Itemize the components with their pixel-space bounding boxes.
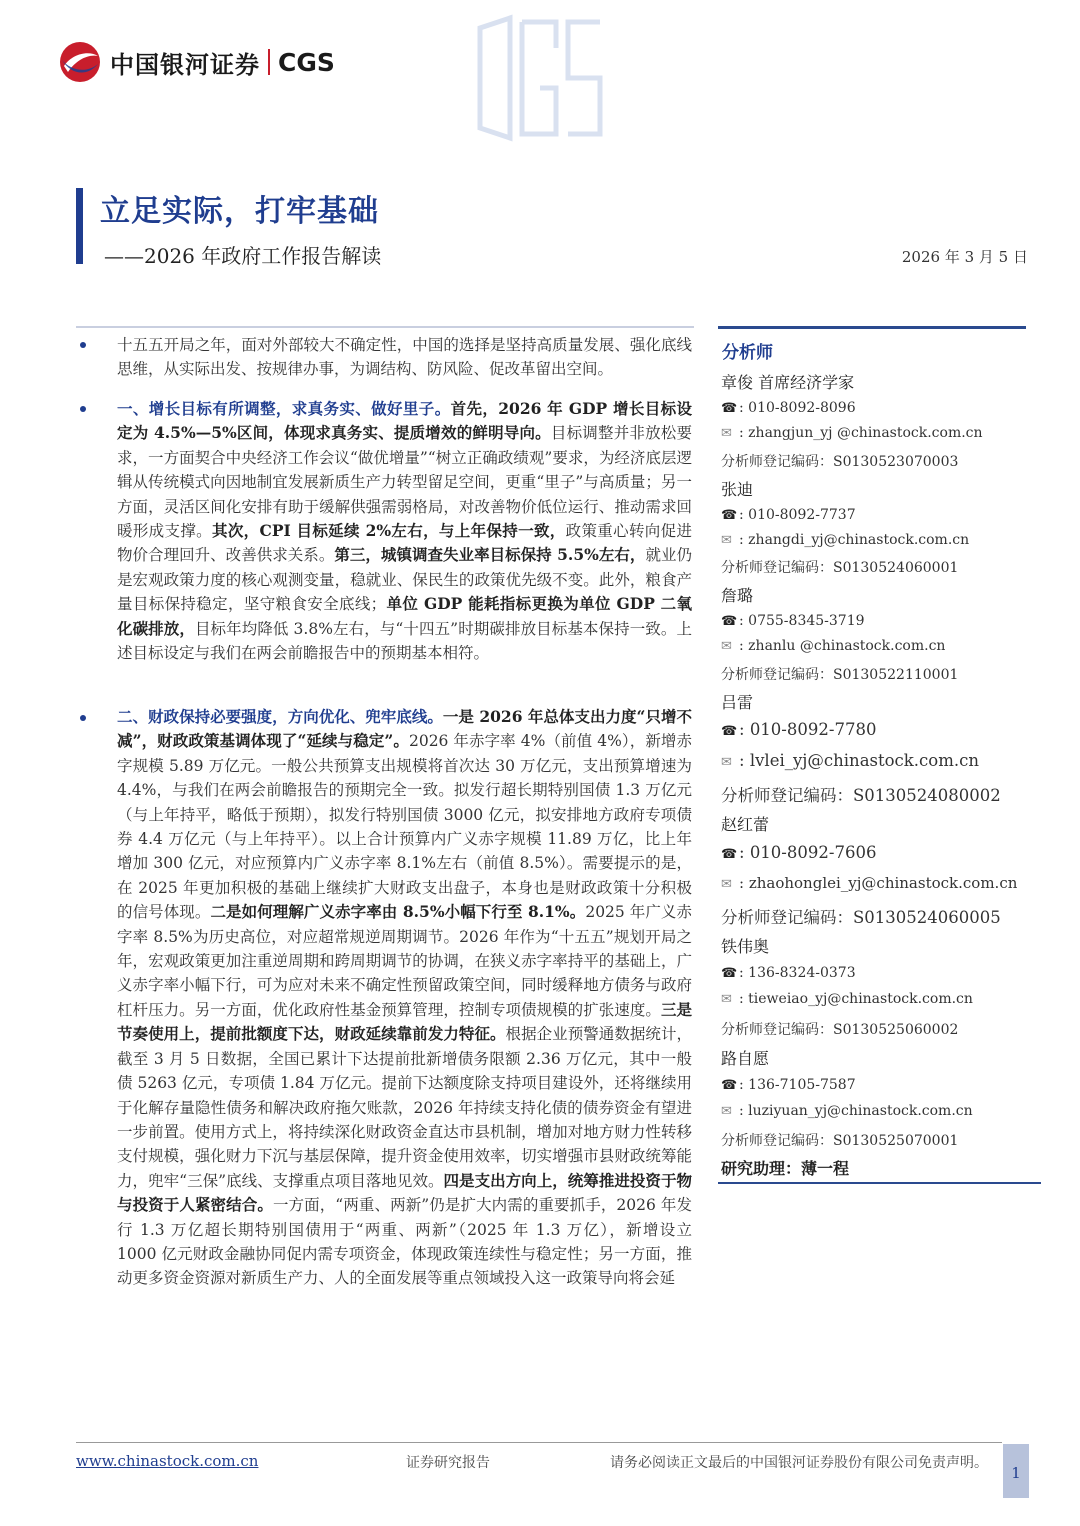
report-date: 2026 年 3 月 5 日 (901, 248, 1028, 266)
analyst-email[interactable]: ✉ : luziyuan_yj@chinastock.com.cn (721, 1103, 973, 1119)
fiscal-second-text: 2025 年广义赤字率 8.5%为历史高位，对应超常规逆周期调节。2026 年作为“十五五”规划开局之年，宏观政策更加注重逆周期和跨周期调节的协调，在狭义赤字率持平的基础上，广义赤字率小幅下行，可为应对未来不确定性预留政策空间，同时缓释地方债务与政府杠杆压力。另一方面，优化政府性基金预算管理，控制专项债规模的扩张速度。 (117, 903, 693, 1019)
analyst-phone-number: 010-8092-7737 (748, 507, 856, 523)
analyst-phone-number: 0755-8345-3719 (748, 613, 865, 629)
page-number: 1 (1003, 1444, 1029, 1498)
analyst-phone: ☎ : 010-8092-7606 (721, 843, 877, 862)
mail-icon: ✉ (721, 992, 732, 1007)
phone-icon: ☎ (721, 614, 738, 629)
analyst-registration: 分析师登记编码：S0130525060002 (721, 1022, 959, 1038)
analyst-registration: 分析师登记编码：S0130524060005 (721, 908, 1001, 927)
fiscal-third-text: 根据企业预警通数据统计，截至 3 月 5 日数据，全国已累计下达提前批新增债务限额 2.36 万亿元，其中一般债 5263 亿元，专项债 1.84 万亿元。提前下达额度除支持项目建设外，还将继续用于化解存量隐性债务和解决政府拖欠账款，2026 年持续支持化债的债券资金有望进一步前置。使用方式上，将持续深化财政资金直达市县机制，增加对地方财力性转移支付规模，强化财力下沉与基层保障，提升资金使用效率，切实增强市县财政统筹能力，兜牢“三保”底线、支撑重点项目落地见效。 (117, 1025, 692, 1190)
analyst-name: 章俊 首席经济学家 (721, 373, 855, 392)
analyst-email-address[interactable]: zhangjun_yj @chinastock.com.cn (748, 425, 983, 441)
analyst-email[interactable]: ✉ : zhaohonglei_yj@chinastock.com.cn (721, 874, 1018, 892)
footer-disclaimer: 请务必阅读正文最后的中国银河证券股份有限公司免责声明。 (610, 1455, 988, 1471)
analyst-name: 詹璐 (721, 586, 754, 605)
growth-jobs-bold: 第三，城镇调查失业率目标保持 5.5%左右， (334, 545, 646, 565)
analyst-phone: ☎ : 010-8092-7780 (721, 720, 877, 739)
company-logo (58, 38, 335, 86)
phone-icon: ☎ (721, 847, 738, 862)
bullet-icon (80, 406, 86, 412)
footer-report-type: 证券研究报告 (406, 1455, 490, 1471)
analyst-email[interactable]: ✉ : zhangjun_yj @chinastock.com.cn (721, 425, 983, 441)
analyst-email-address[interactable]: lvlei_yj@chinastock.com.cn (749, 751, 979, 770)
bullet-icon (80, 342, 86, 348)
growth-carbon-text: 目标年均降低 3.8%左右，与“十四五”时期碳排放目标基本保持一致。上述目标设定与我们在两会前瞻报告中的预期基本相符。 (117, 619, 692, 663)
report-title: 立足实际，打牢基础 (100, 194, 379, 229)
growth-carbon-bold: 单位 GDP 能耗指标更换为单位 GDP 二氧化碳排放， (117, 594, 692, 638)
sidebar-top-divider (718, 326, 1026, 329)
phone-icon: ☎ (721, 508, 738, 523)
analyst-email-address[interactable]: zhaohonglei_yj@chinastock.com.cn (748, 874, 1018, 892)
analyst-section-heading: 分析师 (722, 343, 773, 363)
phone-icon: ☎ (721, 1078, 738, 1093)
analyst-phone: ☎ : 136-8324-0373 (721, 965, 856, 981)
analyst-registration: 分析师登记编码：S0130523070003 (721, 454, 959, 470)
logo-chinese-name: 中国银河证券 (110, 50, 260, 79)
fiscal-third-bold: 三是节奏使用上，提前批额度下达，财政延续靠前发力特征。 (117, 999, 692, 1044)
mail-icon: ✉ (721, 426, 732, 441)
analyst-email-address[interactable]: luziyuan_yj@chinastock.com.cn (748, 1103, 973, 1119)
analyst-phone: ☎ : 0755-8345-3719 (721, 613, 865, 629)
analyst-email[interactable]: ✉ : zhangdi_yj@chinastock.com.cn (721, 532, 970, 548)
analyst-registration: 分析师登记编码：S0130525070001 (721, 1133, 959, 1149)
mail-icon: ✉ (721, 1104, 732, 1119)
growth-gdp-text: 目标调整并非放松要求，一方面契合中央经济工作会议“做优增量”“树立正确政绩观”要求，为经济底层逻辑从传统模式向因地制宜发展新质生产力转型留足空间，更重“里子”与高质量；另一方面，灵活区间化安排有助于缓解供强需弱格局，对改善物价低位运行、推动需求回暖形成支撑。 (117, 424, 692, 541)
analyst-phone: ☎ : 010-8092-8096 (721, 400, 856, 416)
footer-website-link[interactable]: www.chinastock.com.cn (76, 1452, 259, 1470)
galaxy-logo-icon (58, 40, 102, 84)
cgs-watermark-icon (470, 8, 610, 148)
analyst-phone-number: 010-8092-7606 (749, 843, 877, 862)
analyst-name: 路自愿 (721, 1049, 770, 1068)
growth-gdp-bold: 首先，2026 年 GDP 增长目标设定为 4.5%—5%区间，体现求真务实、提质增效的鲜明导向。 (117, 399, 692, 443)
analyst-phone: ☎ : 010-8092-7737 (721, 507, 856, 523)
analyst-phone-number: 010-8092-8096 (748, 400, 856, 416)
fiscal-first-text: 2026 年赤字率 4%（前值 4%），新增赤字规模 5.89 万亿元。一般公共预算支出规模将首次达 30 万亿元，支出预算增速为 4.4%，与我们在两会前瞻报告的预期完全一致。拟发行超长期特别国债 1.3 万亿元（与上年持平，略低于预期），拟发行特别国债 3000 亿元，拟安排地方政府专项债券 4.4 万亿元（与上年持平）。以上合计预算内广义赤字规模 11.89 万亿，比上年增加 300 亿元，对应预算内广义赤字率 8.1%左右（前值 8.5%）。需要提示的是，在 2025 年更加积极的基础上继续扩大财政支出盘子，本身也是财政政策十分积极的信号体现。 (117, 732, 692, 922)
analyst-email-address[interactable]: zhanlu @chinastock.com.cn (748, 638, 946, 654)
paragraph-growth-targets (117, 397, 692, 665)
analyst-phone: ☎ : 136-7105-7587 (721, 1077, 856, 1093)
analyst-email[interactable]: ✉ : tieweiao_yj@chinastock.com.cn (721, 991, 973, 1007)
mail-icon: ✉ (721, 533, 732, 548)
analyst-phone-number: 010-8092-7780 (749, 720, 877, 739)
analyst-email[interactable]: ✉ : lvlei_yj@chinastock.com.cn (721, 751, 979, 770)
paragraph-intro: 十五五开局之年，面对外部较大不确定性，中国的选择是坚持高质量发展、强化底线思维，从实际出发、按规律办事，为调结构、防风险、促改革留出空间。 (117, 336, 692, 379)
logo-divider (268, 49, 270, 75)
section-heading-fiscal: 二、财政保持必要强度，方向优化、兜牢底线。 (117, 707, 443, 726)
analyst-name: 赵红蕾 (721, 815, 770, 834)
phone-icon: ☎ (721, 724, 738, 739)
analyst-registration: 分析师登记编码：S0130524060001 (721, 560, 959, 576)
fiscal-fourth-text: 一方面，“两重、两新”仍是扩大内需的重要抓手，2026 年发行 1.3 万亿超长期特别国债用于“两重、两新”（2025 年 1.3 万亿），新增设立 1000 亿元财政金融协同促内需专项资金，体现政策连续性与稳定性；另一方面，推动更多资金资源对新质生产力、人的全面发展等重点领域投入这一政策导向将会延 (117, 1196, 692, 1288)
mail-icon: ✉ (721, 877, 732, 892)
section-heading-growth: 一、增长目标有所调整，求真务实、做好里子。 (117, 399, 451, 418)
bullet-icon (80, 715, 86, 721)
growth-cpi-text: 政策重心转向促进物价合理回升、改善供求关系。 (117, 522, 692, 565)
title-accent-bar (76, 188, 83, 264)
research-assistant: 研究助理：薄一程 (721, 1159, 850, 1178)
growth-jobs-text: 就业仍是宏观政策力度的核心观测变量，稳就业、保民生的政策优先级不变。此外，粮食产量目标保持稳定，坚守粮食安全底线； (117, 546, 692, 614)
mail-icon: ✉ (721, 639, 732, 654)
fiscal-second-bold: 二是如何理解广义赤字率由 8.5%小幅下行至 8.1%。 (210, 902, 586, 922)
growth-cpi-bold: 其次，CPI 目标延续 2%左右，与上年保持一致， (212, 521, 566, 541)
fiscal-fourth-bold: 四是支出方向上，统筹推进投资于物与投资于人紧密结合。 (117, 1170, 692, 1215)
analyst-email-address[interactable]: tieweiao_yj@chinastock.com.cn (748, 991, 973, 1007)
analyst-phone-number: 136-7105-7587 (748, 1077, 856, 1093)
analyst-name: 张迪 (721, 480, 754, 499)
footer-divider (76, 1442, 1002, 1443)
analyst-email-address[interactable]: zhangdi_yj@chinastock.com.cn (748, 532, 970, 548)
analyst-email[interactable]: ✉ : zhanlu @chinastock.com.cn (721, 638, 946, 654)
phone-icon: ☎ (721, 401, 738, 416)
main-divider (76, 326, 694, 328)
analyst-phone-number: 136-8324-0373 (748, 965, 856, 981)
analyst-registration: 分析师登记编码：S0130524080002 (721, 786, 1001, 805)
logo-english-name: CGS (278, 47, 335, 77)
report-subtitle: ——2026 年政府工作报告解读 (104, 244, 382, 268)
phone-icon: ☎ (721, 966, 738, 981)
paragraph-fiscal-policy (117, 705, 692, 1291)
analyst-name: 铁伟奥 (721, 937, 770, 956)
analyst-name: 吕雷 (721, 693, 754, 712)
sidebar-bottom-divider (718, 1182, 1041, 1184)
analyst-registration: 分析师登记编码：S0130522110001 (721, 667, 959, 683)
mail-icon: ✉ (721, 755, 732, 770)
fiscal-first-bold: 一是 2026 年总体支出力度“只增不减”，财政政策基调体现了“延续与稳定”。 (117, 707, 692, 751)
